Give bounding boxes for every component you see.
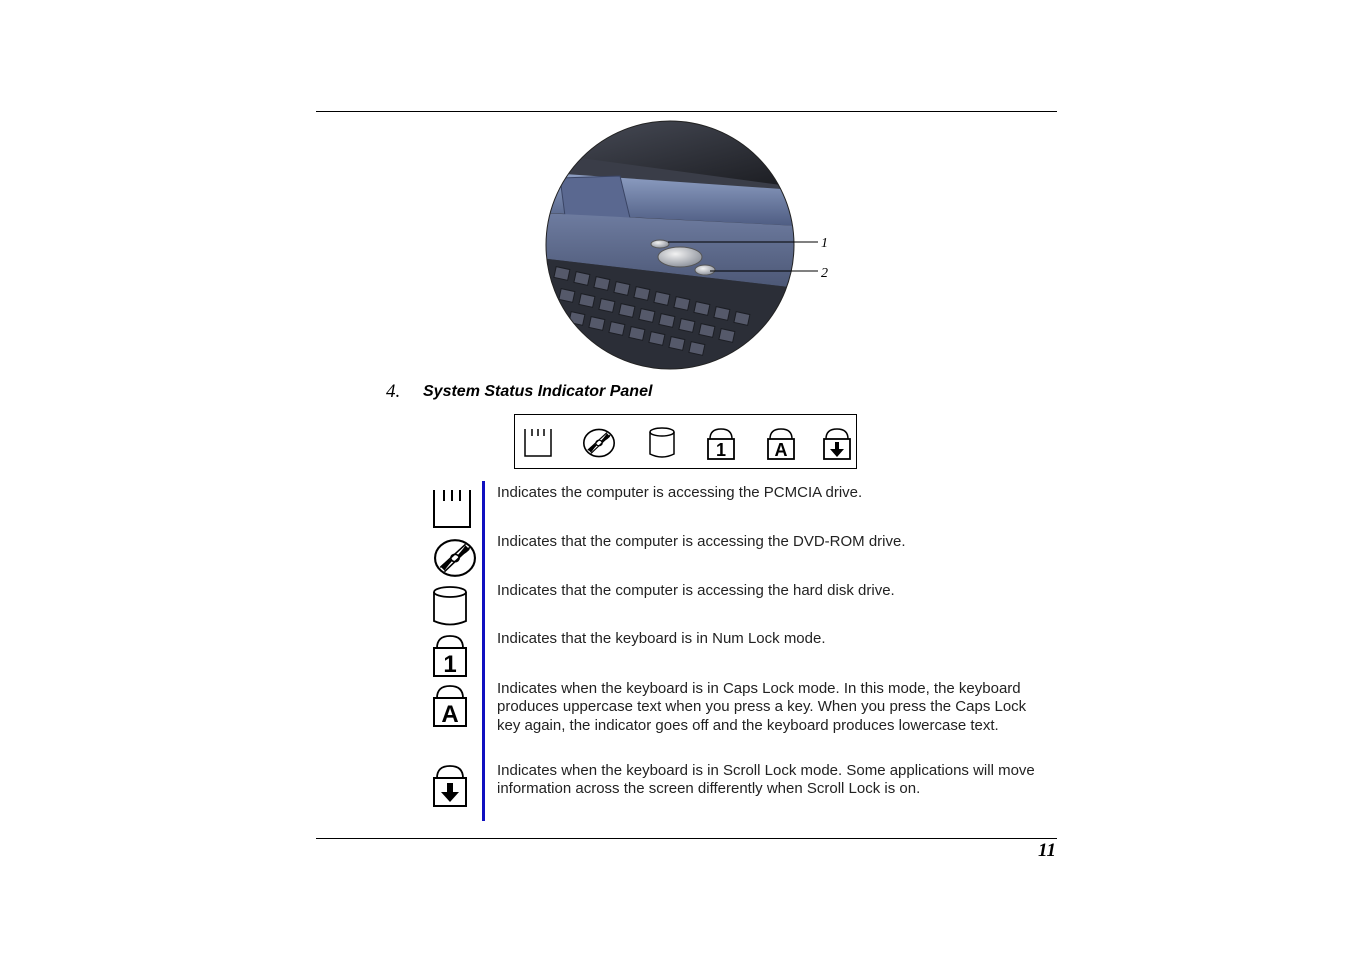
num-lock-icon [706,427,736,461]
footer-rule [316,838,1057,839]
caps-lock-glyph: A [774,440,788,460]
header-rule [316,111,1057,112]
num-lock-glyph: 1 [443,651,457,678]
dvd-rom-icon [582,427,616,459]
pcmcia-icon [524,427,552,457]
indicator-dvd-rom-text: Indicates that the computer is accessing the DVD-ROM drive. [497,533,906,550]
scroll-lock-icon [822,427,852,461]
indicator-scroll-lock-text: Indicates when the keyboard is in Scroll Lock mode. Some applications will move information across the screen differently when Scroll Lock is on. [497,762,1035,798]
num-lock-icon [432,634,468,678]
page-number: 11 [1038,840,1056,861]
caps-lock-glyph: A [441,701,459,728]
scroll-lock-icon [432,764,468,808]
section-title: System Status Indicator Panel [423,383,653,400]
laptop-buttons-photo [540,118,840,373]
indicator-num-lock-text: Indicates that the keyboard is in Num Lock mode. [497,630,826,647]
indicator-hard-disk-text: Indicates that the computer is accessing the hard disk drive. [497,582,895,599]
caps-lock-icon [766,427,796,461]
indicator-caps-lock-text: Indicates when the keyboard is in Caps Lock mode. In this mode, the keyboard produces uppercase text when you press a key. When you press the Caps Lock key again, the indicator goes off and the keyboard produces lowercase text. [497,680,1027,734]
callout-2: 2 [821,266,828,281]
hard-disk-icon [432,586,468,628]
section-number: 4. [386,381,401,402]
accent-bar [482,481,485,821]
callout-1: 1 [821,236,828,251]
pcmcia-icon [432,488,472,530]
status-indicator-panel [514,414,857,469]
indicator-pcmcia-text: Indicates the computer is accessing the PCMCIA drive. [497,484,863,501]
hard-disk-icon [648,427,676,459]
caps-lock-icon [432,684,468,728]
dvd-rom-icon [432,537,478,579]
num-lock-glyph: 1 [715,440,727,460]
